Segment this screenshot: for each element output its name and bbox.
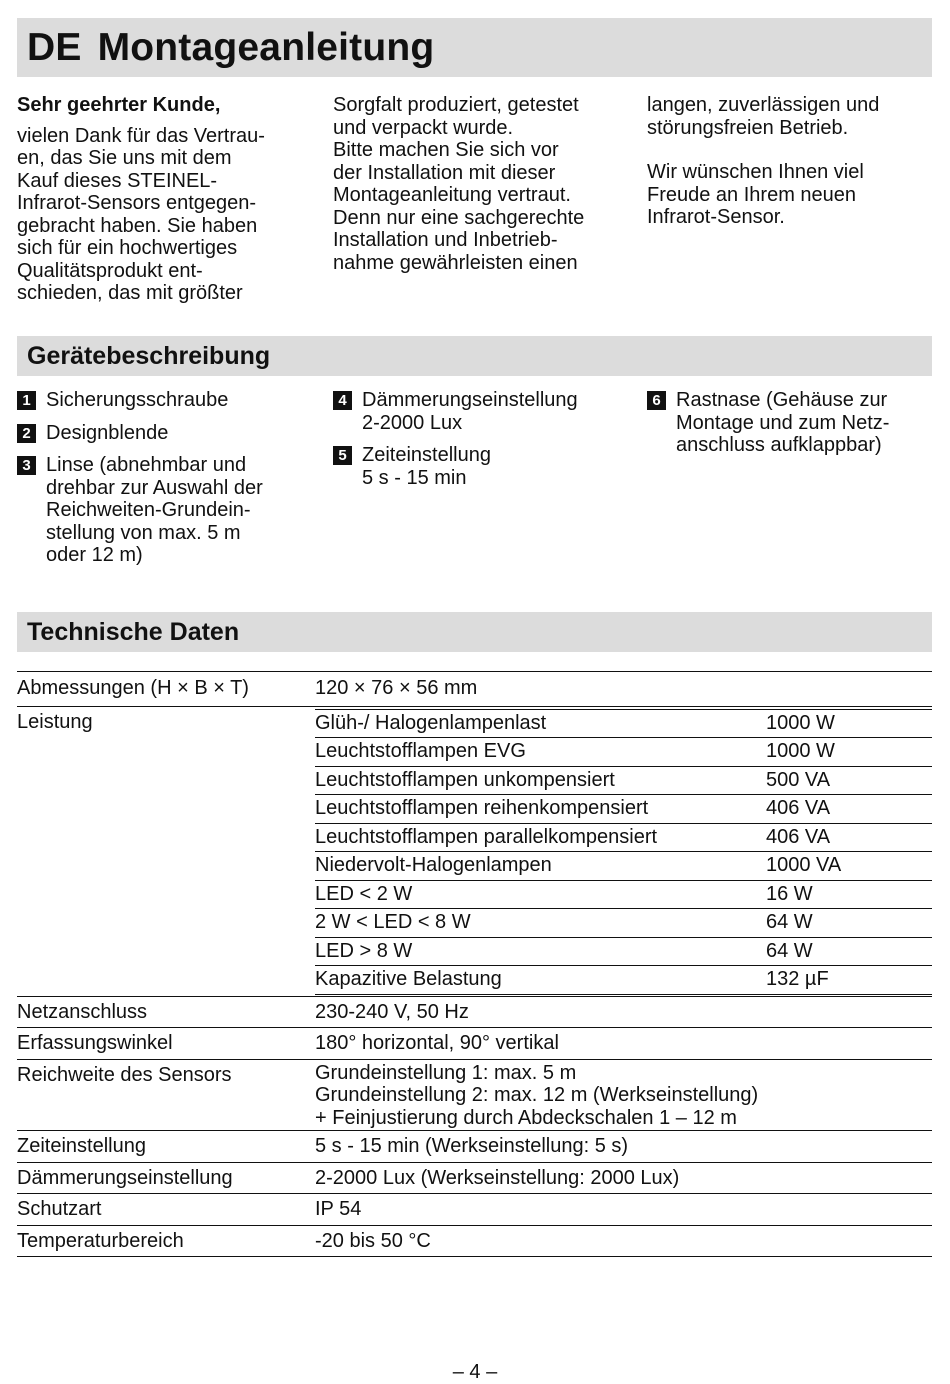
row-value: 120 × 76 × 56 mm [315,677,478,699]
table-row [17,1162,932,1194]
item-text: Linse (abnehmbar und [46,454,247,476]
table-row [17,1131,932,1163]
text-line: Sorgfalt produziert, getestet [333,94,579,116]
text-line: Installation und Inbetrieb- [333,229,558,251]
power-type: Leuchtstofflampen EVG [315,740,526,762]
number-box: 1 [17,391,36,410]
device-item-4 [333,389,633,434]
item-text: Zeiteinstellung [362,444,491,466]
row-value: 180° horizontal, 90° vertikal [315,1032,559,1054]
item-text: 2-2000 Lux [362,411,463,434]
power-row [315,795,932,824]
value-line: Grundeinstellung 2: max. 12 m (Werkseinstellung) [315,1084,759,1106]
text-line: vielen Dank für das Vertrau- [17,124,265,147]
language-code: DE [27,26,82,69]
power-value: 64 W [766,911,813,933]
table-row [17,672,932,707]
power-value: 64 W [766,939,813,962]
power-type: Leuchtstofflampen parallelkompensiert [315,825,658,848]
power-type: Niedervolt-Halogenlampen [315,854,552,876]
item-text: Montage und zum Netz- [676,411,890,434]
value-line: + Feinjustierung durch Abdeckschalen 1 – 12 m [315,1106,737,1129]
text-line: Qualitätsprodukt ent- [17,259,203,282]
row-label: Zeiteinstellung [17,1135,146,1157]
text-line: störungsfreien Betrieb. [647,116,849,139]
device-column-1 [17,389,317,577]
power-type: Leuchtstofflampen reihenkompensiert [315,797,649,819]
paragraph-gap [647,139,937,161]
table-row [17,706,932,996]
intro-paragraph-1 [17,125,317,305]
item-text: anschluss aufklappbar) [676,434,882,456]
item-text: 5 s - 15 min [362,466,467,489]
power-type: LED < 2 W [315,882,413,905]
item-text: Designblende [46,421,169,444]
text-line: Wir wünschen Ihnen viel [647,161,864,183]
power-type: Leuchtstofflampen unkompensiert [315,768,615,791]
row-label: Leistung [17,710,93,733]
row-value: IP 54 [315,1198,362,1220]
text-line: gebracht haben. Sie haben [17,214,258,237]
intro-column-1 [17,94,317,305]
text-line: Kauf dieses STEINEL- [17,169,218,192]
power-value: 132 µF [766,968,829,990]
device-item-6 [647,389,937,457]
value-line: Grundeinstellung 1: max. 5 m [315,1061,577,1084]
power-value: 406 VA [766,797,831,819]
power-value: 1000 VA [766,854,842,876]
number-box: 4 [333,391,352,410]
row-value [315,1059,932,1131]
text-line: Bitte machen Sie sich vor [333,139,559,161]
power-row [315,823,932,852]
power-subtable [315,709,932,995]
power-type: 2 W < LED < 8 W [315,911,471,933]
text-line: Denn nur eine sachgerechte [333,206,585,229]
text-line: der Installation mit dieser [333,161,556,184]
item-text: Sicherungsschraube [46,389,229,411]
item-text: stellung von max. 5 m [46,521,241,544]
table-row [17,1194,932,1226]
intro-column-3 [647,94,937,229]
power-row [315,966,932,995]
tech-data-table [17,671,932,1257]
power-value: 1000 W [766,711,835,734]
item-text: oder 12 m) [46,544,143,566]
table-row [17,996,932,1028]
text-line: langen, zuverlässigen und [647,94,880,116]
device-item-5 [333,444,633,489]
power-value: 1000 W [766,740,835,762]
row-label: Netzanschluss [17,1000,148,1023]
text-line: schieden, das mit größter [17,282,243,304]
text-line: Infrarot-Sensor. [647,206,785,228]
power-value: 406 VA [766,825,831,848]
text-line: Montageanleitung vertraut. [333,184,571,206]
power-row [315,766,932,795]
page-title [27,18,932,77]
power-row [315,909,932,938]
device-section-title: Gerätebeschreibung [27,342,271,370]
device-column-3 [647,389,937,467]
number-box: 6 [647,391,666,410]
intro-column-2 [333,94,633,274]
number-box: 3 [17,456,36,475]
device-item-3 [17,454,317,567]
row-label: Erfassungswinkel [17,1032,173,1054]
power-value: 500 VA [766,768,831,791]
text-line: Infrarot-Sensors entgegen- [17,192,257,214]
text-line: sich für ein hochwertiges [17,237,238,259]
text-line: Freude an Ihrem neuen [647,183,857,206]
power-value: 16 W [766,882,813,905]
device-column-2 [333,389,633,499]
item-text: Rastnase (Gehäuse zur [676,389,888,411]
power-row [315,709,932,738]
table-row [17,1059,932,1131]
greeting: Sehr geehrter Kunde, [17,94,221,116]
device-item-1 [17,389,317,412]
page-number: – 4 – [452,1361,498,1383]
row-value: -20 bis 50 °C [315,1229,431,1252]
row-value [315,706,932,996]
power-row [315,880,932,909]
row-value: 230-240 V, 50 Hz [315,1000,469,1023]
device-item-2 [17,422,317,445]
table-row [17,1225,932,1257]
item-text: Dämmerungseinstellung [362,389,578,411]
text-line: nahme gewährleisten einen [333,251,578,274]
power-row [315,852,932,881]
row-label: Schutzart [17,1198,102,1220]
power-type: Glüh-/ Halogenlampenlast [315,711,547,734]
table-row [17,1028,932,1060]
title-text: Montageanleitung [97,26,435,69]
text-line: en, das Sie uns mit dem [17,147,232,169]
tech-section-title: Technische Daten [27,618,240,646]
power-type: Kapazitive Belastung [315,968,502,990]
number-box: 5 [333,446,352,465]
row-label: Dämmerungseinstellung [17,1166,233,1189]
row-value: 2-2000 Lux (Werkseinstellung: 2000 Lux) [315,1166,680,1189]
power-row [315,937,932,966]
text-line: und verpackt wurde. [333,116,514,139]
row-label: Abmessungen (H × B × T) [17,677,249,699]
device-section-band [17,336,932,376]
row-label: Reichweite des Sensors [17,1063,232,1086]
item-text: drehbar zur Auswahl der [46,476,263,499]
number-box: 2 [17,424,36,443]
power-type: LED > 8 W [315,939,413,962]
row-value: 5 s - 15 min (Werkseinstellung: 5 s) [315,1135,629,1157]
tech-section-band [17,612,932,652]
item-text: Reichweiten-Grundein- [46,499,251,521]
title-band [17,18,932,77]
row-label: Temperaturbereich [17,1229,184,1252]
power-row [315,738,932,767]
